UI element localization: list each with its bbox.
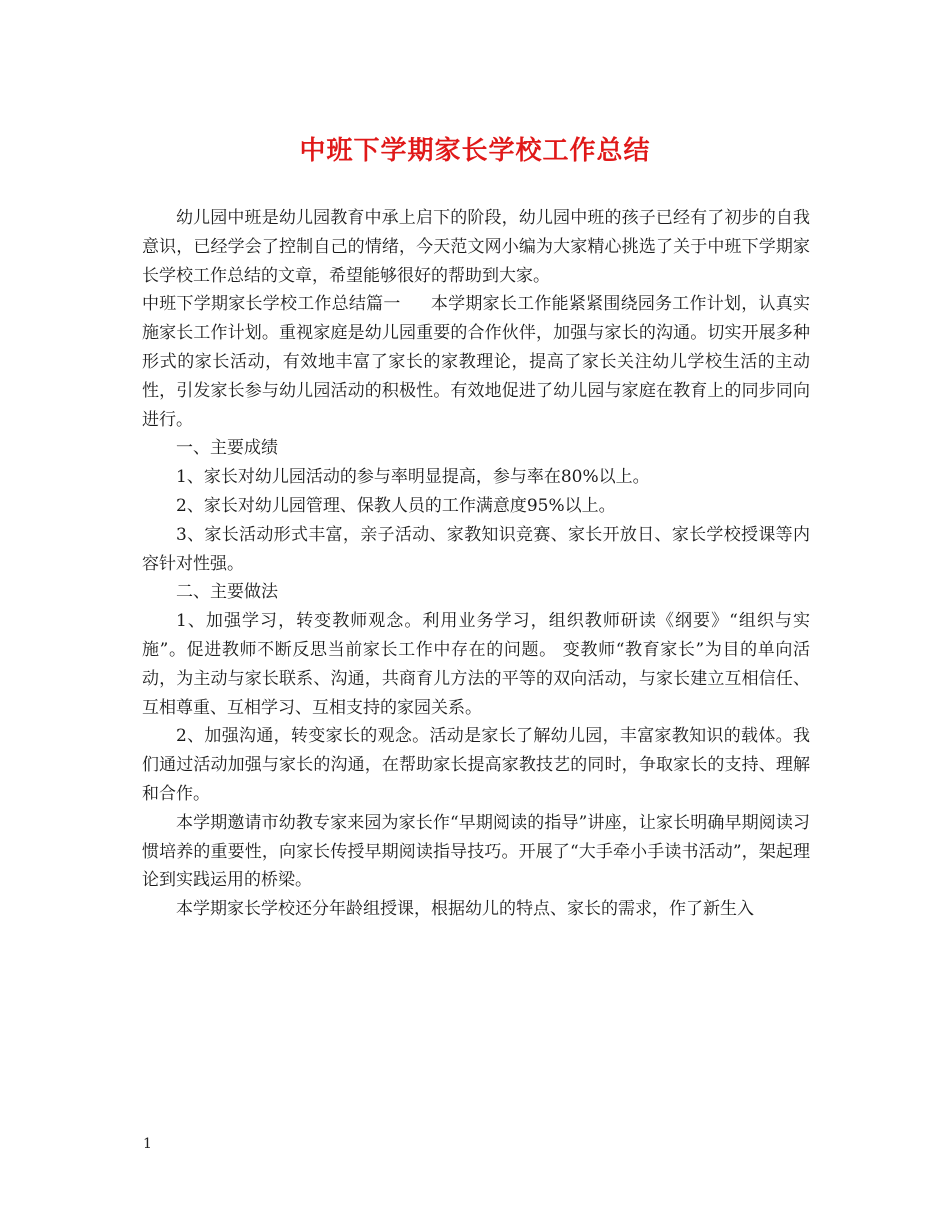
heading-main-methods: 二、主要做法 [176, 582, 278, 603]
achievement-item-3: 3、家长活动形式丰富，亲子活动、家教知识竞赛、家长开放日、家长学校授课等内容针对性强。 [142, 524, 810, 574]
method-item-2: 2、加强沟通，转变家长的观念。活动是家长了解幼儿园，丰富家教知识的载体。我们通过活动加强与家长的沟通，在帮助家长提高家教技艺的同时，争取家长的支持、理解和合作。 [142, 726, 810, 804]
body-paragraph: 本学期邀请市幼教专家来园为家长作“早期阅读的指导”讲座，让家长明确早期阅读习惯培养的重要性，向家长传授早期阅读指导技巧。开展了“大手牵小手读书活动”，架起理论到实践运用的桥梁。 [142, 812, 810, 891]
page-number: 1 [143, 1136, 152, 1152]
method-item-1: 1、加强学习，转变教师观念。利用业务学习，组织教师研读《纲要》“组织与实施”。促进教师不断反思当前家长工作中存在的问题。 变教师“教育家长”为目的单向活动，为主动与家长联系、沟通，共商育儿方法的平等的双向活动，与家长建立互相信任、互相尊重、互相学习、互相支持的家园关系。 [142, 611, 810, 718]
document-title: 中班下学期家长学校工作总结 [299, 136, 651, 166]
section-lead: 本学期家长工作能紧紧围绕园务工作计划，认真实施家长工作计划。重视家庭是幼儿园重要的合作伙伴，加强与家长的沟通。切实开展多种形式的家长活动，有效地丰富了家长的家教理论，提高了家长关注幼儿学校生活的主动性，引发家长参与幼儿园活动的积极性。有效地促进了幼儿园与家庭在教育上的同步同向进行。 [142, 294, 811, 430]
heading-main-achievements: 一、主要成绩 [176, 438, 278, 459]
section-paragraph [142, 290, 810, 434]
section-title: 中班下学期家长学校工作总结篇一 [142, 294, 401, 315]
intro-paragraph: 幼儿园中班是幼儿园教育中承上启下的阶段，幼儿园中班的孩子已经有了初步的自我意识，已经学会了控制自己的情绪，今天范文网小编为大家精心挑选了关于中班下学期家长学校工作总结的文章，希望能够很好的帮助到大家。 [142, 208, 810, 286]
achievement-item-1: 1、家长对幼儿园活动的参与率明显提高，参与率在80%以上。 [176, 467, 650, 488]
document-body [142, 204, 810, 924]
body-paragraph: 本学期家长学校还分年龄组授课，根据幼儿的特点、家长的需求，作了新生入 [176, 899, 754, 920]
achievement-item-2: 2、家长对幼儿园管理、保教人员的工作满意度95%以上。 [176, 495, 616, 516]
